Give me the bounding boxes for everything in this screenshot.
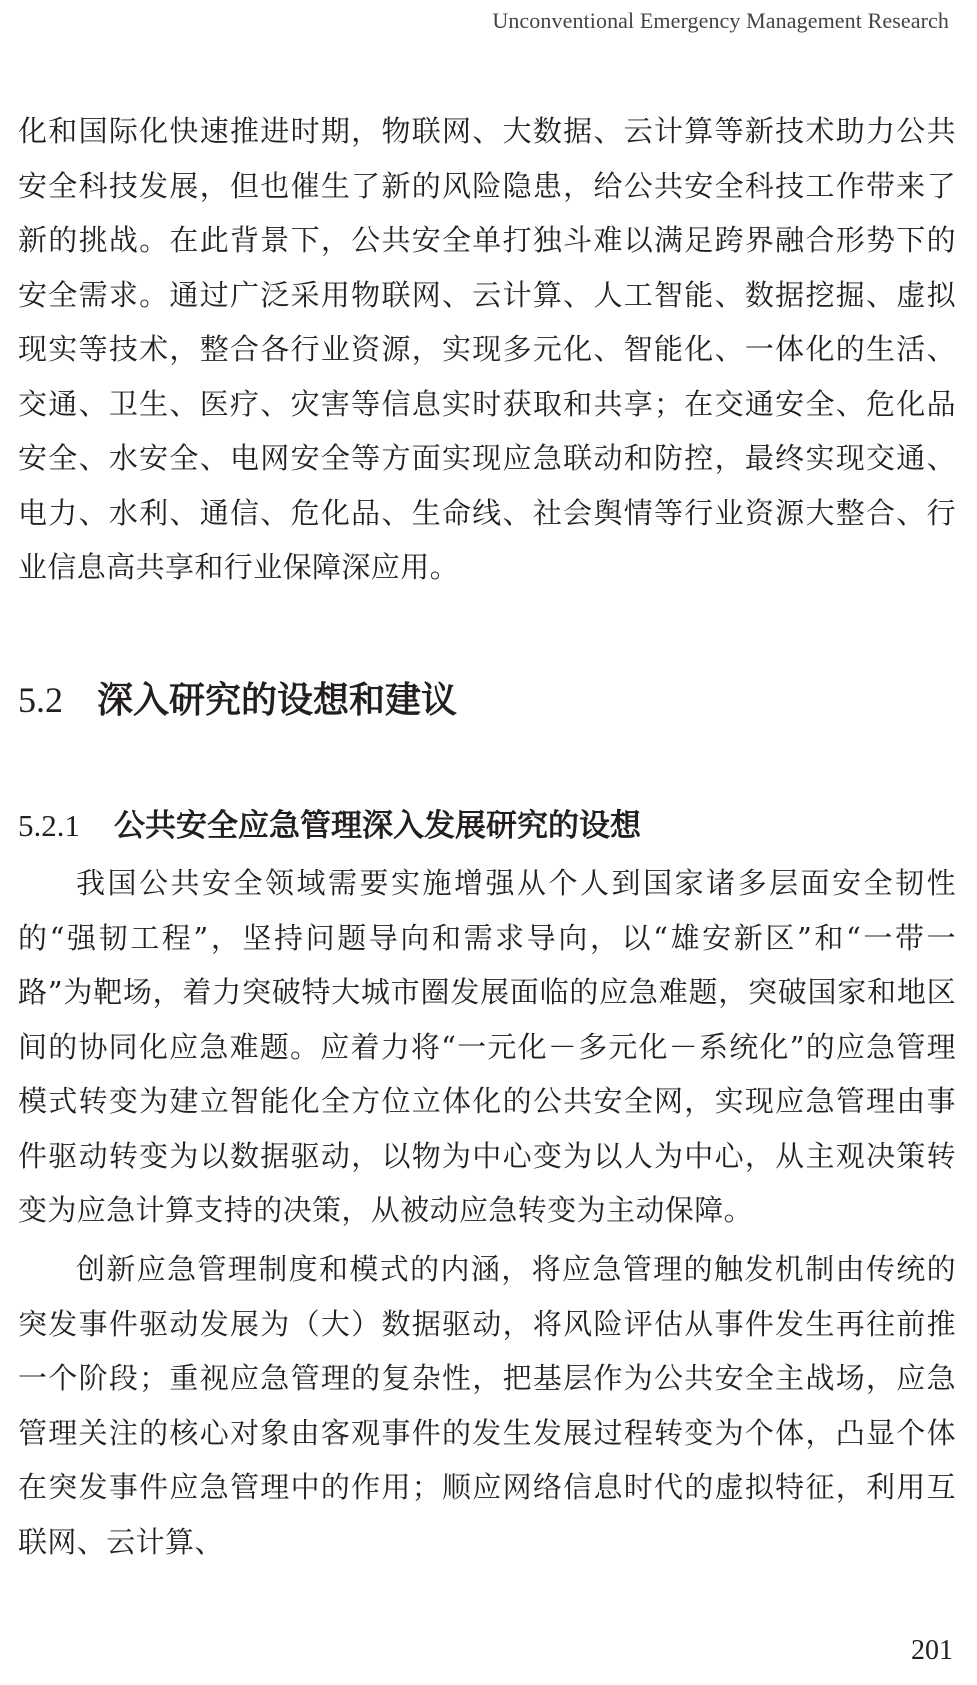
section-heading <box>18 672 457 723</box>
section-title: 深入研究的设想和建议 <box>97 679 458 721</box>
intro-paragraph: 化和国际化快速推进时期，物联网、大数据、云计算等新技术助力公共安全科技发展，但也催生了新的风险隐患，给公共安全科技工作带来了新的挑战。在此背景下，公共安全单打独斗难以满足跨界融合形势下的安全需求。通过广泛采用物联网、云计算、人工智能、数据挖掘、虚拟现实等技术，整合各行业资源，实现多元化、智能化、一体化的生活、交通、卫生、医疗、灾害等信息实时获取和共享；在交通安全、危化品安全、水安全、电网安全等方面实现应急联动和防控，最终实现交通、电力、水利、通信、危化品、生命线、社会舆情等行业资源大整合、行业信息高共享和行业保障深应用。 <box>18 114 956 584</box>
page-number: 201 <box>911 1635 953 1666</box>
subsection-number: 5.2.1 <box>18 808 80 843</box>
subsection-title: 公共安全应急管理深入发展研究的设想 <box>114 808 641 844</box>
section-number: 5.2 <box>18 680 63 720</box>
body-paragraph-1: 我国公共安全领域需要实施增强从个人到国家诸多层面安全韧性的“强韧工程”，坚持问题导向和需求导向，以“雄安新区”和“一带一路”为靶场，着力突破特大城市圈发展面临的应急难题，突破国家和地区间的协同化应急难题。应着力将“一元化－多元化－系统化”的应急管理模式转变为建立智能化全方位立体化的公共安全网，实现应急管理由事件驱动转变为以数据驱动，以物为中心变为以人为中心，从主观决策转变为应急计算支持的决策，从被动应急转变为主动保障。 <box>18 866 956 1227</box>
subsection-heading <box>18 800 641 845</box>
running-header-title: Unconventional Emergency Management Research <box>492 8 949 33</box>
body-paragraph-2: 创新应急管理制度和模式的内涵，将应急管理的触发机制由传统的突发事件驱动发展为（大）数据驱动，将风险评估从事件发生再往前推一个阶段；重视应急管理的复杂性，把基层作为公共安全主战场，应急管理关注的核心对象由客观事件的发生发展过程转变为个体，凸显个体在突发事件应急管理中的作用；顺应网络信息时代的虚拟特征，利用互联网、云计算、 <box>18 1252 956 1559</box>
